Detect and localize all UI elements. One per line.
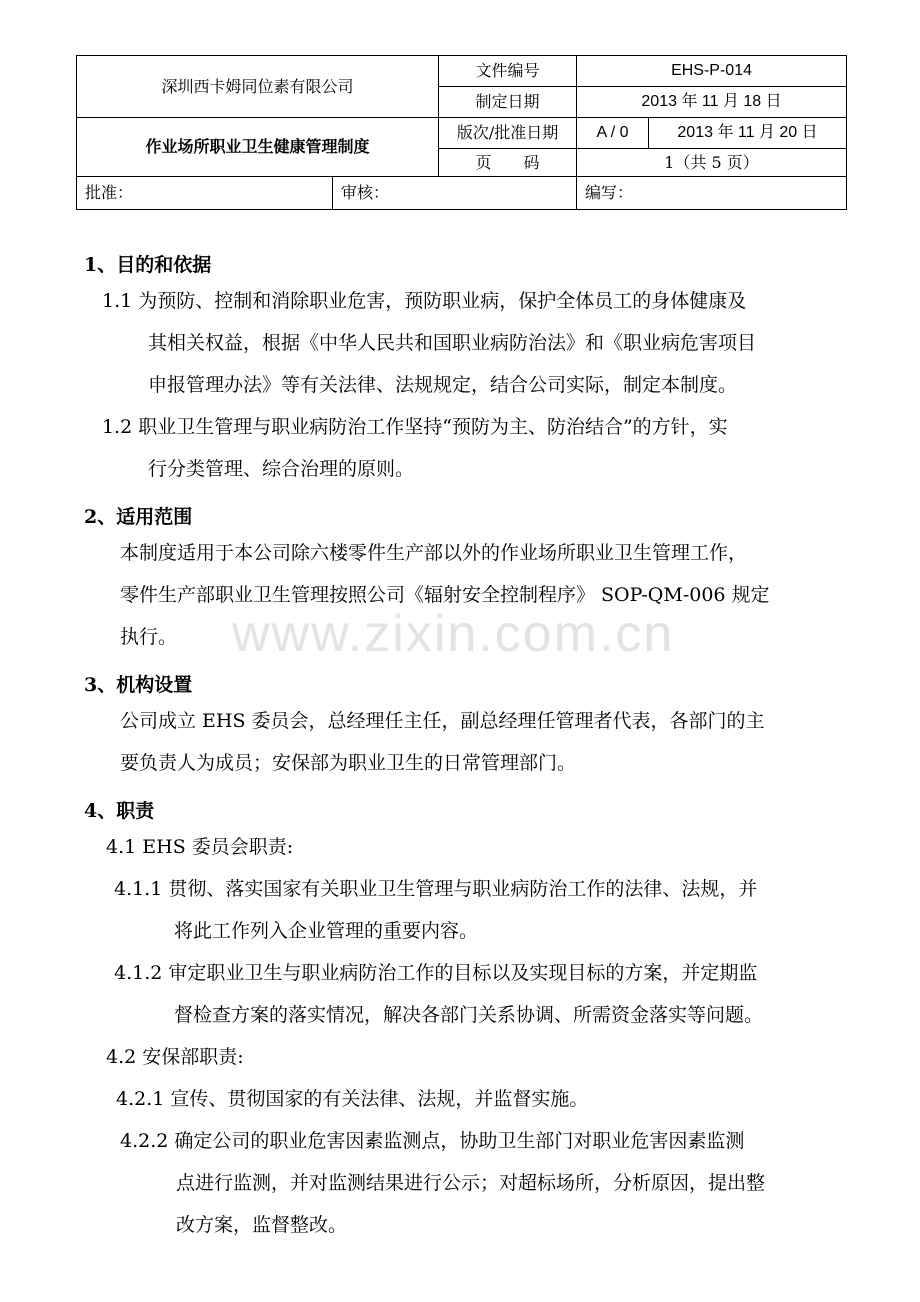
section-heading-2: 2、适用范围	[84, 506, 193, 528]
document-header-table	[76, 55, 847, 210]
watermark: www.zixin.com.cn	[232, 605, 675, 663]
doc-no-value: EHS-P-014	[577, 56, 847, 87]
section-heading-4: 4、职责	[84, 800, 155, 822]
paragraph-line: 改方案，监督整改。	[176, 1214, 348, 1236]
paragraph-line: 申报管理办法》等有关法律、法规规定，结合公司实际，制定本制度。	[148, 374, 738, 396]
paragraph-line: 公司成立 EHS 委员会，总经理任主任，副总经理任管理者代表，各部门的主	[120, 710, 765, 732]
approve-date-value: 2013 年 11 月 20 日	[649, 118, 847, 149]
paragraph-line: 督检查方案的落实情况，解决各部门关系协调、所需资金落实等问题。	[174, 1004, 764, 1026]
company-name: 深圳西卡姆同位素有限公司	[77, 56, 439, 118]
paragraph-line: 将此工作列入企业管理的重要内容。	[174, 920, 479, 942]
date-label: 制定日期	[439, 87, 577, 118]
paragraph-line: 1.2 职业卫生管理与职业病防治工作坚持“预防为主、防治结合”的方针，实	[102, 416, 728, 438]
paragraph-line: 1.1 为预防、控制和消除职业危害，预防职业病，保护全体员工的身体健康及	[102, 290, 747, 312]
page-value: 1（共 5 页）	[577, 149, 847, 177]
section-heading-1: 1、目的和依据	[84, 254, 212, 276]
reviewed-by: 审核：	[333, 177, 577, 210]
version-value: A / 0	[577, 118, 649, 149]
paragraph-line: 点进行监测，并对监测结果进行公示；对超标场所，分析原因，提出整	[176, 1172, 766, 1194]
version-label: 版次/批准日期	[439, 118, 577, 149]
section-heading-3: 3、机构设置	[84, 674, 193, 696]
doc-no-label: 文件编号	[439, 56, 577, 87]
paragraph-line: 零件生产部职业卫生管理按照公司《辐射安全控制程序》 SOP-QM-006 规定	[120, 584, 770, 606]
paragraph-line: 4.2.2 确定公司的职业危害因素监测点，协助卫生部门对职业危害因素监测	[120, 1130, 745, 1152]
paragraph-line: 4.2.1 宣传、贯彻国家的有关法律、法规，并监督实施。	[116, 1088, 589, 1110]
paragraph-line: 本制度适用于本公司除六楼零件生产部以外的作业场所职业卫生管理工作，	[120, 542, 748, 564]
paragraph-line: 其相关权益，根据《中华人民共和国职业病防治法》和《职业病危害项目	[148, 332, 757, 354]
date-value: 2013 年 11 月 18 日	[577, 87, 847, 118]
paragraph-line: 4.1.1 贯彻、落实国家有关职业卫生管理与职业病防治工作的法律、法规，并	[114, 878, 758, 900]
paragraph-line: 行分类管理、综合治理的原则。	[148, 458, 415, 480]
written-by: 编写：	[577, 177, 847, 210]
page-title: 作业场所职业卫生健康管理制度	[77, 118, 439, 177]
approved-by: 批准：	[77, 177, 333, 210]
paragraph-line: 4.1 EHS 委员会职责:	[106, 836, 294, 858]
page-label: 页 码	[439, 149, 577, 177]
paragraph-line: 4.2 安保部职责:	[106, 1046, 244, 1068]
paragraph-line: 执行。	[120, 626, 178, 648]
paragraph-line: 要负责人为成员；安保部为职业卫生的日常管理部门。	[120, 752, 577, 774]
paragraph-line: 4.1.2 审定职业卫生与职业病防治工作的目标以及实现目标的方案，并定期监	[114, 962, 758, 984]
